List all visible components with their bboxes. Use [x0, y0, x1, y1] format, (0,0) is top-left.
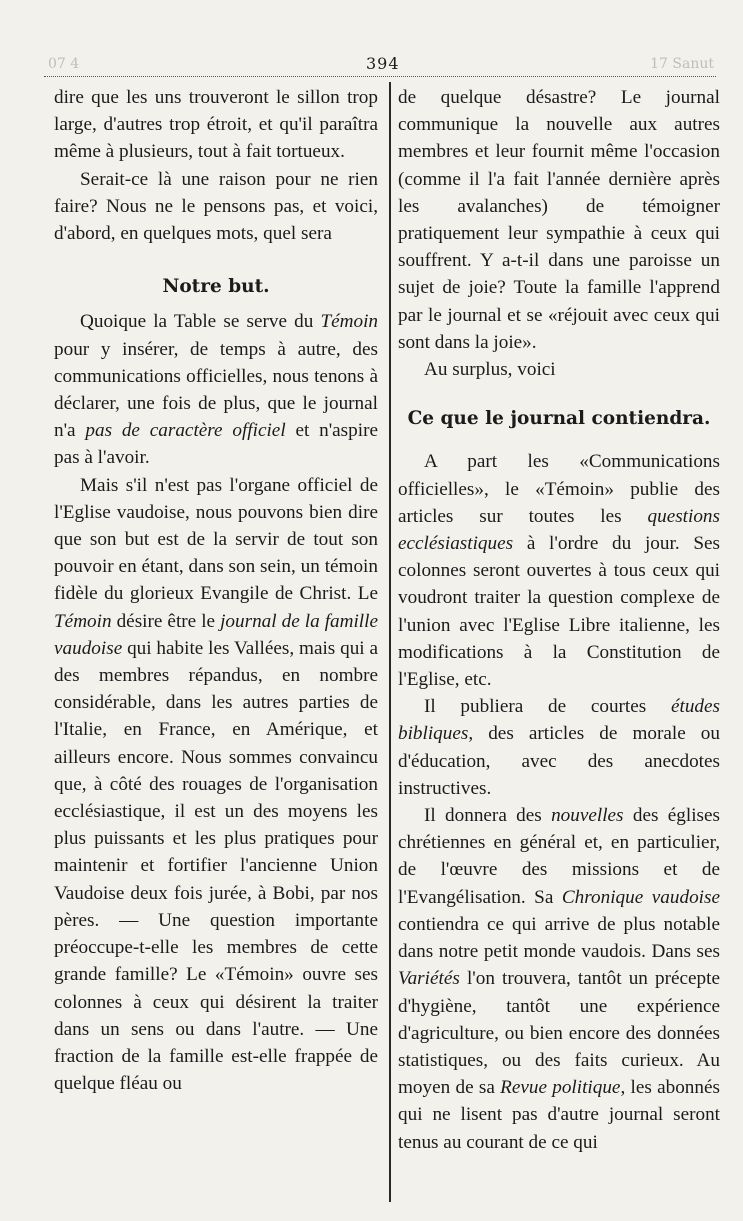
left-paragraph-4 [54, 472, 378, 1098]
text-run: , les abonnés qui ne lisent pas d'autre journal seront tenus au courant de ce qui [398, 1077, 720, 1153]
right-column [398, 84, 720, 1156]
header-left-mark: 07 4 [48, 56, 80, 72]
right-paragraph-5 [398, 802, 720, 1156]
text-run: Il publiera de courtes [424, 696, 671, 718]
italic-run: Chronique vaudoise [561, 886, 720, 908]
italic-run: journal de la famille vaudoise [54, 610, 378, 659]
section-heading-notre-but: Notre but. [162, 276, 270, 298]
italic-run: études bibliques [398, 696, 720, 745]
right-paragraph-1: de quelque désastre? Le journal communique la nouvelle aux autres membres et leur fournit même l'occasion (comme il l'a fait l'année dernière après les avalanches) de témoigner pratiquement leur sympathie à ceux qui souffrent. Y a-t-il dans une paroisse un sujet de joie? Toute la famille l'apprend par le journal et se «réjouit avec ceux qui sont dans la joie». [398, 87, 720, 353]
text-run: pour y insérer, de temps à autre, des communications officielles, nous tenons à déclarer, une fois de plus, que le journal n'a [54, 338, 378, 442]
text-run: A part les «Communications officielles», le «Témoin» publie des articles sur toutes les [398, 451, 720, 527]
right-paragraph-4 [398, 693, 720, 802]
text-run: qui habite les Vallées, mais qui a des membres répandus, en nombre considérable, dans les autres parties de l'Italie, en France, en Amérique, et ailleurs encore. Nous sommes convaincu que, à côté des rouages de l'organisation ecclésiastique, il est un des moyens les plus puissants et les plus pratiques pour maintenir et fortifier l'ancienne Union Vaudoise deux fois jurée, à Bobi, par nos pères. — Une question importante préoccupe-t-elle les membres de cette grande famille? Le «Témoin» ouvre ses colonnes à ceux qui désirent la traiter dans un sens ou dans l'autre. — Une fraction de la famille est-elle frappée de quelque fléau ou [54, 637, 378, 1095]
italic-run: Variétés [398, 968, 460, 990]
page-number: 394 [366, 54, 400, 73]
italic-run: pas de caractère officiel [85, 420, 286, 442]
column-divider [389, 82, 391, 1202]
left-column [54, 84, 378, 1097]
right-paragraph-2: Au surplus, voici [424, 359, 556, 381]
right-paragraph-3 [398, 448, 720, 693]
text-run: Mais s'il n'est pas l'organe officiel de l'Eglise vaudoise, nous pouvons bien dire que son but est de la servir de tout son pouvoir en étant, dans son sein, un témoin fidèle du glorieux Evangile de Christ. Le [54, 474, 378, 605]
text-run: désire être le [111, 610, 221, 632]
italic-run: nouvelles [551, 805, 624, 827]
text-run: et n'aspire pas à l'avoir. [54, 420, 378, 469]
text-run: contiendra ce qui arrive de plus notable dans notre petit monde vaudois. Dans ses [398, 913, 720, 963]
text-run: , des articles de morale ou d'éducation, avec des anecdotes instructives. [398, 723, 720, 799]
left-paragraph-3 [54, 308, 378, 471]
text-run: Quoique la Table se serve du [80, 311, 321, 333]
italic-run: Revue politique [500, 1077, 621, 1099]
text-run: Il donnera des [424, 805, 552, 827]
text-run: des églises chrétiennes en général et, en particulier, de l'œuvre des missions et de l'Evangélisation. Sa [398, 805, 720, 908]
left-paragraph-2: Serait-ce là une raison pour ne rien faire? Nous ne le pensons pas, et voici, d'abord, en quelques mots, quel sera [54, 168, 378, 245]
left-paragraph-1: dire que les uns trouveront le sillon trop large, d'autres trop étroit, et qu'il paraîtra même à plusieurs, tout à fait tortueux. [54, 87, 378, 163]
text-run: l'on trouvera, tantôt un précepte d'hygiène, tantôt une expérience d'agriculture, ou bien encore des données statistiques, ou des faits curieux. Au moyen de sa [398, 968, 720, 1099]
italic-run: questions ecclésiastiques [398, 505, 720, 555]
text-run: à l'ordre du jour. Ses colonnes seront ouvertes à tous ceux qui voudront traiter la question complexe de l'union avec l'Eglise Libre italienne, les modifications à la Constitution de l'Eglise, etc. [398, 533, 720, 691]
page-header [44, 50, 716, 77]
italic-run: Témoin [320, 311, 378, 333]
header-right-mark: 17 Sanut [650, 56, 714, 72]
section-heading-contenu: Ce que le journal contiendra. [407, 408, 711, 430]
italic-run: Témoin [54, 610, 112, 632]
